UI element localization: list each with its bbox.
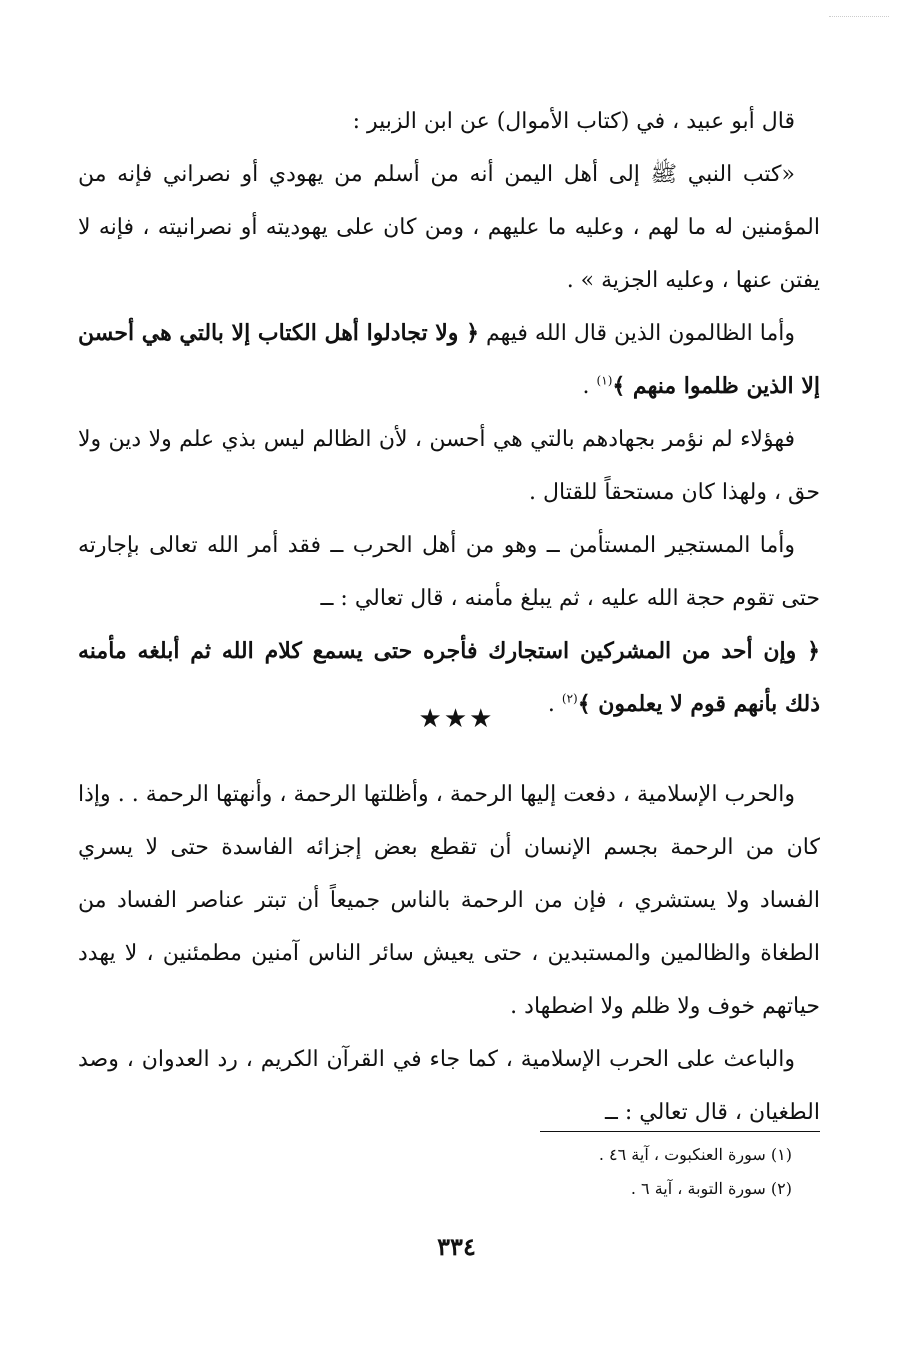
footnote-reference: (١) xyxy=(596,373,613,388)
paragraph: والحرب الإسلامية ، دفعت إليها الرحمة ، وأظلتها الرحمة ، وأنهتها الرحمة . . وإذا كان من الرحمة بجسم الإنسان أن تقطع بعض إجزائه الفاسدة حتى لا يسري الفساد ولا يستشري ، فإن من الرحمة بالناس جميعاً أن تبتر عناصر الفساد من الطغاة والظالمين والمستبدين ، حتى يعيش سائر الناس آمنين مطمئنين ، لا يهدد حياتهم خوف ولا ظلم ولا اضطهاد . xyxy=(78,782,821,1019)
footnotes xyxy=(380,1138,792,1206)
footnote-item: (٢) سورة التوبة ، آية ٦ . xyxy=(630,1179,792,1198)
quran-verse: ﴿ وإن أحد من المشركين استجارك فأجره حتى يسمع كلام الله ثم أبلغه مأمنه ذلك بأنهم قوم لا يعلمون ﴾ xyxy=(78,638,820,717)
main-text-top xyxy=(78,95,820,731)
paragraph-text: وأما الظالمون الذين قال الله فيهم xyxy=(478,321,795,346)
paragraph-text: . xyxy=(547,692,562,717)
main-text-bottom xyxy=(78,768,820,1139)
section-separator: ★★★ xyxy=(418,704,495,734)
paragraph-with-verse xyxy=(78,307,820,413)
scan-margin-marks xyxy=(829,16,889,19)
page-number: ٣٣٤ xyxy=(437,1232,476,1261)
paragraph: قال أبو عبيد ، في (كتاب الأموال) عن ابن الزبير : xyxy=(352,109,795,134)
paragraph: «كتب النبي ﷺ إلى أهل اليمن أنه من أسلم من يهودي أو نصراني فإنه من المؤمنين له ما لهم ، وعليه ما عليهم ، ومن كان على يهوديته أو نصرانيته ، فإنه لا يفتن عنها ، وعليه الجزية » . xyxy=(78,162,820,293)
paragraph: وأما المستجير المستأمن ــ وهو من أهل الحرب ــ فقد أمر الله تعالى بإجارته حتى تقوم حجة الله عليه ، ثم يبلغ مأمنه ، قال تعالي : ــ xyxy=(78,533,820,611)
paragraph: والباعث على الحرب الإسلامية ، كما جاء في القرآن الكريم ، رد العدوان ، وصد الطغيان ، قال تعالي : ــ xyxy=(78,1047,820,1125)
paragraph-text: . xyxy=(582,374,597,399)
footnote-divider xyxy=(540,1131,820,1132)
footnote-item: (١) سورة العنكبوت ، آية ٤٦ . xyxy=(598,1145,792,1164)
paragraph: فهؤلاء لم نؤمر بجهادهم بالتي هي أحسن ، لأن الظالم ليس بذي علم ولا دين ولا حق ، ولهذا كان مستحقاً للقتال . xyxy=(78,427,820,505)
quran-verse: ﴿ ولا تجادلوا أهل الكتاب إلا بالتي هي أحسن إلا الذين ظلموا منهم ﴾ xyxy=(78,320,820,399)
footnote-reference: (٢) xyxy=(561,691,578,706)
